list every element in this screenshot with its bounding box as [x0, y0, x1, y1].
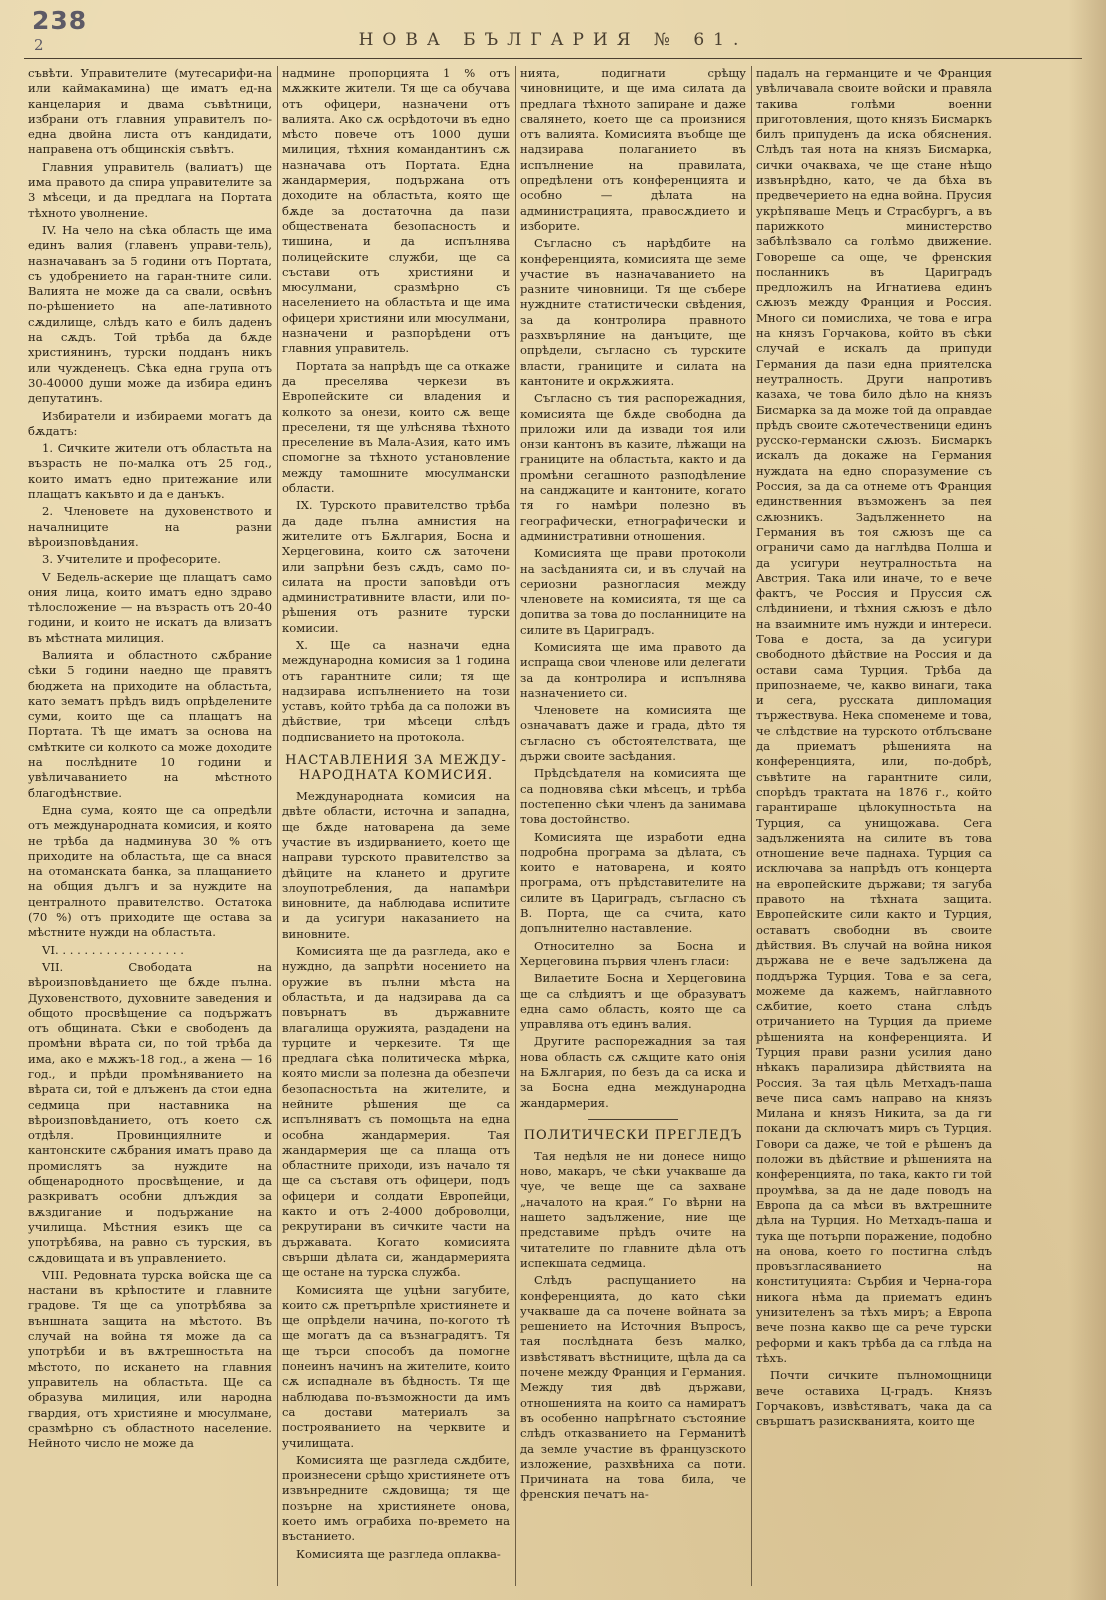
article-paragraph: Членовете на комисията ще означаватъ даже и града, дѣто тя съгласно съ обстоятелствата, ще държи своите засѣдания. [520, 703, 746, 764]
article-paragraph: 3. Учителите и професорите. [42, 552, 221, 567]
column-divider [277, 66, 278, 1586]
article-paragraph: Другите распорежадния за тая нова область сѫ сѫщите като онія на Бѫлгария, по безъ да са иска и за Босна една международна жандармерия. [520, 1034, 746, 1110]
article-paragraph: Комисията ще прави протоколи на засѣданията си, и въ случай на сериозни разногласия между членовете на комисията, тя ще са допитва за това до посланниците на силите въ Цариградъ. [520, 546, 746, 637]
header-rule [24, 58, 1082, 59]
article-paragraph: X. Ще са назначи една международна комисия за 1 година отъ гарантните сили; тя ще надзирава испълнението на този уставъ, който трѣба да са положи въ дѣйствие, три мѣсеци слѣдъ подписванието на протокола. [282, 637, 510, 744]
article-paragraph: Комисията ще разгледа оплаква- [296, 1546, 501, 1561]
folio-number: 238 [32, 6, 88, 35]
article-paragraph: Комисията ще има правото да испраща свои членове или делегати за да контролира и испълнява назначението си. [520, 639, 746, 700]
article-paragraph: Комисията ще уцѣни загубите, които сѫ претърпѣле християнете и ще опрѣдели начина, по-когото тѣ ще могатъ да са възнаградятъ. Тя ще търси способъ да помогне понеинъ начинъ на жителите, които сѫ испаднале въ бѣдность. Тя ще наблюдава по-възможности да имъ са достави материалъ за построяванието на черквите и училищата. [282, 1282, 510, 1450]
article-paragraph: Портата за напрѣдъ ще са откаже да преселява черкези въ Европейските си владения и колкото за онези, които сѫ веще преселени, тя ще улѣснява тѣхното преселение въ Мала-Азия, като имъ спомогне за тѣхното установление между тамошните мюсулмански области. [282, 358, 510, 496]
article-paragraph: VI. . . . . . . . . . . . . . . . . . [42, 942, 184, 957]
article-paragraph: Валията и областното сѫбрание сѣки 5 години наедно ще правятъ бюджета на приходите на областьта, като зематъ прѣдъ видъ опрѣделените суми, които ще са плащатъ на Портата. Тѣ ще иматъ за основа на смѣтките си колкото са може доходите на послѣдните 10 години и увѣличаванието на мѣстното благодѣнствие. [28, 647, 272, 800]
article-paragraph: IV. На чело на сѣка область ще има единъ валия (главенъ управи-тель), назначаванъ за 5 години отъ Портата, съ удобрението на гаран-тните сили. Валията не може да са свали, освѣнъ по-рѣшението на апе-лативното сѫдилище, слѣдъ като е билъ даденъ на сѫдъ. Той трѣба да бѫде християнинъ, турски подданъ никъ или чужденецъ. Сѣка една група отъ 30-40000 души може да избира единъ депутатинъ. [28, 222, 272, 406]
column-4 [756, 66, 992, 1586]
column-2 [282, 66, 510, 1586]
article-paragraph: Тая недѣля не ни донесе нищо ново, макаръ, че сѣки учакваше да чуе, че веще ще са захване „началото на края.“ Го вѣрни на нашето задължение, ние ще представиме прѣдъ очите на читателите по главните дѣла отъ испекшата седмица. [520, 1148, 746, 1270]
article-paragraph: Комисията ще разгледа сѫдбите, произнесени срѣщо християнете отъ извънредните сѫдовища; тя ще позърне на християнете онова, което имъ ограбиха по-времето на въстанието. [282, 1452, 510, 1544]
column-divider [515, 66, 516, 1586]
section-heading: ПОЛИТИЧЕСКИ ПРЕГЛЕДЪ [523, 1127, 743, 1143]
section-heading: НАСТАВЛЕНИЯ ЗА МЕЖДУ-НАРОДНАТА КОМИСИЯ. [285, 753, 507, 784]
article-paragraph: Почти сичките пълномощници вече оставиха Ц-градъ. Князъ Горчаковъ, извѣстяватъ, чака да са свършатъ разискванията, които ще [756, 1368, 992, 1429]
article-paragraph: падалъ на германците и че Франция увѣличавала своите войски и правяла такива голѣми военни приготовления, щото князъ Бисмаркъ билъ припуденъ да иска обяснения. Слѣдъ тая нота на князъ Бисмарка, сички очакваха, че ще стане нѣщо извънрѣдно, като, че да бѣха въ предвечерието на една война. Прусия укрѣпяваше Мецъ и Страсбургъ, а въ парижкото министерство забѣлѣзвало са голѣмо движение. Говореше са още, че френския посланникъ въ Цариградъ предложилъ на Игнатиева единъ сѫюзъ между Франция и Россия. Много си помислиха, че това е игра на князъ Горчакова, който въ сѣки случай е искалъ да припуди Германия да пази една приятелска неутралность. Други напротивъ казаха, че това било дѣло на князъ Бисмарка за да може той да оправдае прѣдъ своите сѫотечественици единъ русско-германски сѫюзъ. Бисмаркъ искалъ да докаже на Германия нуждата на едно споразумение съ Россия, за да са отнеме отъ Франция единственния възможенъ за пея сѫюзникъ. Задълженнето на Германия въ тоя сѫюзъ ще са ограничи само да наглѣдва Полша и да усигури неутралностьта на Австрия. Така или иначе, то е вече фактъ, че Россия и Пруссия сѫ слѣдиниени, и тѣхния сѫюзъ е дѣло на взаимните имъ нужди и интереси. Това е доста, за да усигури свободното дѣйствие на Россия и да остави сама Турция. Трѣба да припознаеме, че, какво винаги, така и сега, русската дипломация тържествува. Нека споменеме и това, че слѣдствие на турското отблъсване да приематъ рѣшенията на конференцията, или, по-добрѣ, съвѣтите на гарантните сили, спорѣдъ трактата на 1876 г., който гарантираше цѣлокупностьта на Турция, са унищожава. Сега задълженията на силите въ това отношение вече паднаха. Турция са исключава за напрѣдъ отъ концерта на европейските държави; тя загуба правото на тѣхната защита. Европейските сили както и Турция, оставатъ свободни въ своите дѣйствия. Въ случай на война никоя държава не е вече задължена да поддържа Турция. Това е за сега, можеме да кажемъ, найглавното сѫбитие, което стана слѣдъ отричанието на Турция да приеме рѣшенията на конференцията. И Турция прави разни усилия дано нѣкакъ парализира дѣйствията на Россия. За тая цѣль Метхадъ-паша вече писа самъ направо на князъ Милана и князъ Никита, за да ги покани да сключатъ миръ съ Турция. Говори са даже, че той е рѣшенъ да положи въ дѣйствие и рѣшенията на конференцията, по така, както ги той проумѣва, за да не даде поводъ на Европа да са мѣси въ вѫтрешните дѣла на Турция. Но Метхадъ-паша и тука ще потърпи поражение, подобно на онова, което го постигна слѣдъ провъзгласяванието на конституцията: Сърбия и Черна-гора никога нѣма да приематъ единъ унизителенъ за тѣхъ миръ; а Европа вече позна какво ще са рече турски реформи и какъ трѣба да са глѣда на тѣхъ. [756, 66, 992, 1365]
article-paragraph: Съгласно съ нарѣдбите на конференцията, комисията ще земе участие въ назначаванието на разните чиновници. Тя ще събере нуждните статистически свѣдения, за да контролира правното разхвърляние на данъците, ще опрѣдели, съгласно съ турските власти, границите и силата на кантоните и окрѫжията. [520, 236, 746, 388]
running-header: НОВА БЪЛГАРИЯ № 61. [358, 30, 748, 50]
article-paragraph: Международната комисия на двѣте области, источна и западна, ще бѫде натоварена да земе участие въ издирванието, което ще направи турското правителство за дѣйците на клането и другите злоупотребления, да напамѣри виновните, да наблюдава испитите и да усигури наказанието на виновните. [282, 789, 510, 941]
article-paragraph: 1. Сичките жители отъ областьта на възрасть не по-малка отъ 25 год., които иматъ едно притежание или плащатъ какъвто и да е данъкъ. [28, 441, 272, 502]
article-paragraph: Комисията ще да разгледа, ако е нуждно, да запрѣти носението на оружие въ пълни мѣста на областьта, и да надзирава да са повърнатъ въ държавните влагалища оружията, раздадени на турците и черкезите. Тя ще предлага сѣка политическа мѣрка, която мисли за полезна да обезпечи безопасностьта на жителите, и нейните рѣшения ще са испълняватъ съ помощьта на една особна жандармерия. Тая жандармерия ще са плаща отъ областните приходи, изъ начало тя ще са съставя отъ офицери, подъ офицери и солдати Европейци, както и отъ 2-4000 доброволци, рекрутирани въ сичките части на държавата. Когато комисията свърши дѣлата си, жандармерията ще остане на турска служба. [282, 944, 510, 1280]
article-paragraph: Вилаетите Босна и Херцеговина ще са слѣдиятъ и ще образуватъ една само область, която ще са управлява отъ единъ валия. [520, 971, 746, 1032]
article-paragraph: нията, подигнати срѣщу чиновниците, и ще има силата да предлага тѣхното запиране и даже свалянето, което ще са произнися отъ валията. Комисията въобще ще надзирава полаганието въ испълнение на правилата, опредѣлени отъ конференцията и особно — дѣлата на администрацията, правосѫдието и изборите. [520, 66, 746, 233]
article-paragraph: надмине пропорцията 1 % отъ мѫжките жители. Тя ще са обучава отъ офицери, назначени отъ валията. Ако сѫ осрѣдоточи въ едно мѣсто повече отъ 1000 души милиция, тѣхния командантинъ сѫ назначава отъ Портата. Една жандармерия, подържана отъ доходите на областьта, която ще бѫде за достаточна да пази обществената безопасность и тишина, и да испълнява полицейските служби, ще са състави отъ християни и мюсулмани, сразмѣрно съ населението на областьта и ще има офицери християни или мюсулмани, назначени и разпорѣдени отъ главния управитель. [282, 66, 510, 356]
article-paragraph: Относително за Босна и Херцеговина първия членъ гласи: [520, 938, 746, 968]
article-paragraph: 2. Членовете на духовенството и началниците на разни вѣроизповѣдания. [28, 504, 272, 549]
page-number: 2 [34, 36, 44, 54]
article-paragraph: Слѣдъ распущанието на конференцията, до като сѣки учакваше да са почене войната за решението на Источния Въпросъ, тая послѣдната безъ малко, извѣстяватъ вѣстниците, щѣла да са почене между Франция и Германия. Между тия двѣ държави, отношенията на които са намиратъ въ особенно напрѣгнато състояние слѣдъ отказванието на Германитѣ да земле участие въ французското изложение, разхвѣниха са поти. Причината на това била, че френския печатъ на- [520, 1273, 746, 1502]
article-paragraph: Комисията ще изработи една подробна програма за дѣлата, съ които е натоварена, и която програма, отъ прѣдставителите на силите въ Цариградъ, съгласно съ В. Порта, ще са счита, като допълнително наставление. [520, 829, 746, 936]
article-paragraph: Една сума, която ще са опредѣли отъ международната комисия, и която не трѣба да надминува 30 % отъ приходите на областьта, ще са внася на отоманската банка, за плащанието на общия дългъ и за нуждите на централното правителство. Остатока (70 %) отъ приходите ще остава за мѣстните нужди на областьта. [28, 802, 272, 940]
article-paragraph: съвѣти. Управителите (мутесарифи-на или каймакамина) ще иматъ ед-на канцелария и двама съвѣтници, избрани отъ главния управителъ по-една двойна листа отъ кандидати, направена отъ общинскiя съвѣтъ. [28, 66, 272, 157]
article-paragraph: Избиратели и избираеми могатъ да бѫдатъ: [28, 408, 272, 438]
section-separator [588, 1119, 678, 1120]
article-paragraph: VIII. Редовната турска войска ще са настани въ крѣпостите и главните градове. Тя ще са употрѣбява за външната защита на мѣстото. Въ случай на война тя може да са употрѣби и въ вѫтрешностьта на мѣстото, по искането на главния управитель на областьта. Ще са образува милиция, или народна гвардия, отъ християне и мюсулмане, сразмѣрно съ областното население. Нейното число не може да [28, 1267, 272, 1451]
column-3 [520, 66, 746, 1586]
article-paragraph: IX. Турското правителство трѣба да даде пълна амнистия на жителите отъ Бѫлгария, Босна и Херцеговина, които сѫ заточени или запрѣни безъ сѫдъ, само по-силата на прости заповѣди отъ административните власти, или по-рѣшения отъ разните турски комисии. [282, 498, 510, 635]
article-paragraph: V Бедель-аскерие ще плащатъ само ония лица, които иматъ едно здраво тѣлосложение — на възрасть отъ 20-40 години, и които не искатъ да влизатъ въ мѣстната милиция. [28, 569, 272, 645]
article-paragraph: Прѣдсѣдателя на комисията ще са подновява сѣки мѣсецъ, и трѣба постепенно сѣки членъ да занимава това достойнство. [520, 766, 746, 827]
column-1 [28, 66, 272, 1586]
article-paragraph: Съгласно съ тия распорежадния, комисията ще бѫде свободна да приложи или да извади тоя или онзи кантонъ въ казите, лѣжащи на границите на областьта, както и да промѣни сегашното разподѣление на санджаците и кантоните, когато тя го намѣри полезно въ географически, етнографически и административни отношения. [520, 391, 746, 543]
article-paragraph: VII. Свободата на вѣроизповѣданието ще бѫде пълна. Духовенството, духовните заведения и общото просвѣщение са подържатъ отъ общината. Сѣки е свободенъ да промѣни вѣрата си, по той трѣба да има, ако е мѫжъ-18 год., а жена — 16 год., и прѣди промѣняванието на вѣрата си, той е длъженъ да стои една седмица при наставника на вѣроизповѣданието, отъ което сѫ отдѣля. Провинциялните и кантонските сѫбрания иматъ право да промислятъ за нуждите на общенародното просвѣщение, и да разкриватъ особни длъждия за вѫздигание и подържание на училища. Мѣстния езикъ ще са употрѣбява, на равно съ турския, въ сѫдовищата и въ управлението. [28, 959, 272, 1265]
column-divider [751, 66, 752, 1586]
article-paragraph: Главния управитель (валиатъ) ще има правото да спира управителите за 3 мѣсеци, и да предлага на Портата тѣхното уволнение. [28, 159, 272, 220]
page-edge-shadow [1068, 0, 1106, 1600]
